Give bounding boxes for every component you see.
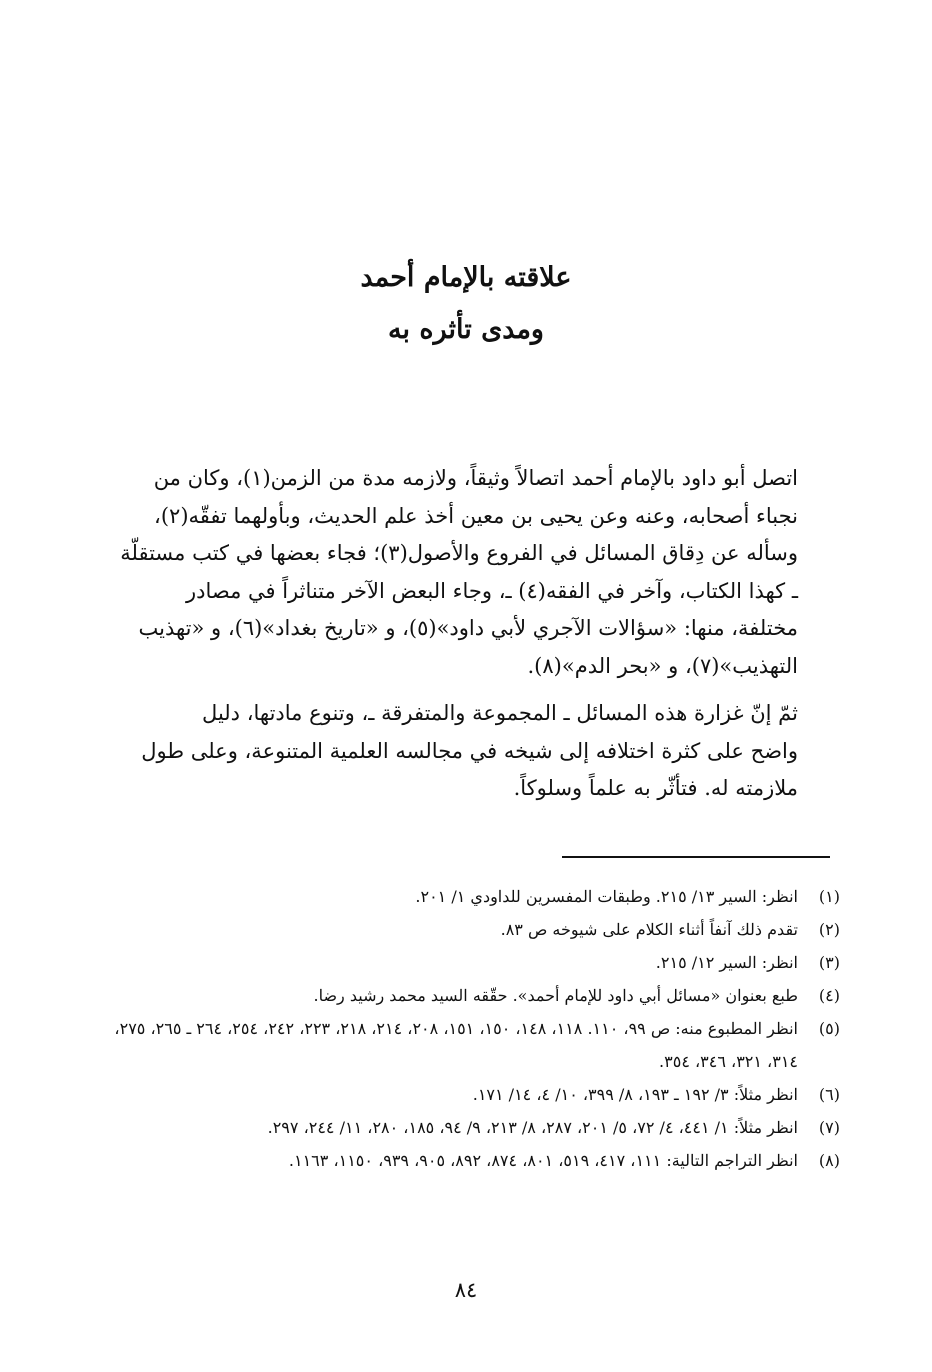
footnote-text: انظر: السير ١٢/ ٢١٥. — [655, 953, 798, 972]
page-number: ٨٤ — [454, 1278, 478, 1302]
footnote — [80, 1111, 840, 1144]
footnote-text: طبع بعنوان «مسائل أبي داود للإمام أحمد». حقّقه السيد محمد رشيد رضا. — [313, 986, 798, 1005]
footnote-text: انظر مثلاً: ٣/ ١٩٢ ـ ١٩٣، ٨/ ٣٩٩، ١٠/ ٤، ١٤/ ١٧١. — [472, 1085, 798, 1104]
chapter-heading — [0, 252, 932, 356]
text-line: مختلفة، منها: «سؤالات الآجري لأبي داود»(٥)، و «تاريخ بغداد»(٦)، و «تهذيب — [138, 616, 798, 640]
text-line: ثمّ إنّ غزارة هذه المسائل ـ المجموعة والمتفرقة ـ، وتنوع مادتها، دليل — [202, 701, 798, 725]
footnote — [80, 1144, 840, 1177]
footnote-number: (٢) — [818, 920, 840, 939]
footnote-number: (١) — [818, 887, 840, 906]
footnote — [80, 880, 840, 913]
footnote — [80, 946, 840, 979]
footnote-separator — [562, 856, 830, 858]
text-line: واضح على كثرة اختلافه إلى شيخه في مجالسه العلمية المتنوعة، وعلى طول — [141, 738, 798, 763]
footnote — [80, 1012, 840, 1078]
footnote-number: (٧) — [818, 1118, 840, 1137]
footnote — [80, 979, 840, 1012]
footnote-text: انظر التراجم التالية: ١١١، ٤١٧، ٥١٩، ٨٠١، ٨٧٤، ٨٩٢، ٩٠٥، ٩٣٩، ١١٥٠، ١١٦٣. — [288, 1151, 798, 1170]
footnote-number: (٣) — [818, 953, 840, 972]
paragraph-2 — [80, 695, 836, 808]
footnote-text: انظر مثلاً: ١/ ٤٤١، ٤/ ٧٢، ٥/ ٢٠١، ٢٨٧، ٨/ ٢١٣، ٩/ ٩٤، ١٨٥، ٢٨٠، ١١/ ٢٤٤، ٢٩٧. — [267, 1118, 798, 1137]
footnote — [80, 913, 840, 946]
footnote-number: (٤) — [818, 986, 840, 1005]
footnote-text: انظر المطبوع منه: ص ٩٩، ١١٠. ١١٨، ١٤٨، ١٥٠، ١٥١، ٢٠٨، ٢١٤، ٢١٨، ٢٢٣، ٢٤٢، ٢٥٤، ٢٦٤ ـ ٢٦٥، ٢٧٥، ٣١٤، ٣٢١، ٣٤٦، ٣٥٤. — [114, 1019, 798, 1071]
text-line: نجباء أصحابه، وعنه وعن يحيى بن معين أخذ علم الحديث، وبأولهما تفقّه(٢)، — [154, 503, 798, 528]
heading-line-1: علاقته بالإمام أحمد — [360, 262, 572, 293]
text-line: اتصل أبو داود بالإمام أحمد اتصالاً وثيقاً، ولازمه مدة من الزمن(١)، وكان من — [153, 466, 798, 490]
footnote-number: (٥) — [818, 1019, 840, 1038]
paragraph-1 — [80, 460, 836, 685]
body-text — [80, 460, 836, 818]
heading-line-2: ومدى تأثره به — [388, 314, 544, 345]
footnote — [80, 1078, 840, 1111]
footnote-number: (٨) — [818, 1151, 840, 1170]
text-line: ملازمته له. فتأثّر به علماً وسلوكاً. — [513, 776, 798, 800]
text-line: وسأله عن دِقاق المسائل في الفروع والأصول(٣)؛ فجاء بعضها في كتب مستقلّة — [120, 541, 798, 565]
footnote-text: تقدم ذلك آنفاً أثناء الكلام على شيوخه ص ٨٣. — [500, 920, 798, 939]
footnotes — [80, 880, 840, 1177]
text-line: ـ كهذا الكتاب، وآخر في الفقه(٤) ـ، وجاء البعض الآخر متناثراً في مصادر — [185, 578, 798, 603]
footnote-text: انظر: السير ١٣/ ٢١٥. وطبقات المفسرين للداودي ١/ ٢٠١. — [415, 887, 798, 906]
footnote-number: (٦) — [818, 1085, 840, 1104]
text-line: التهذيب»(٧)، و «بحر الدم»(٨). — [527, 653, 798, 678]
